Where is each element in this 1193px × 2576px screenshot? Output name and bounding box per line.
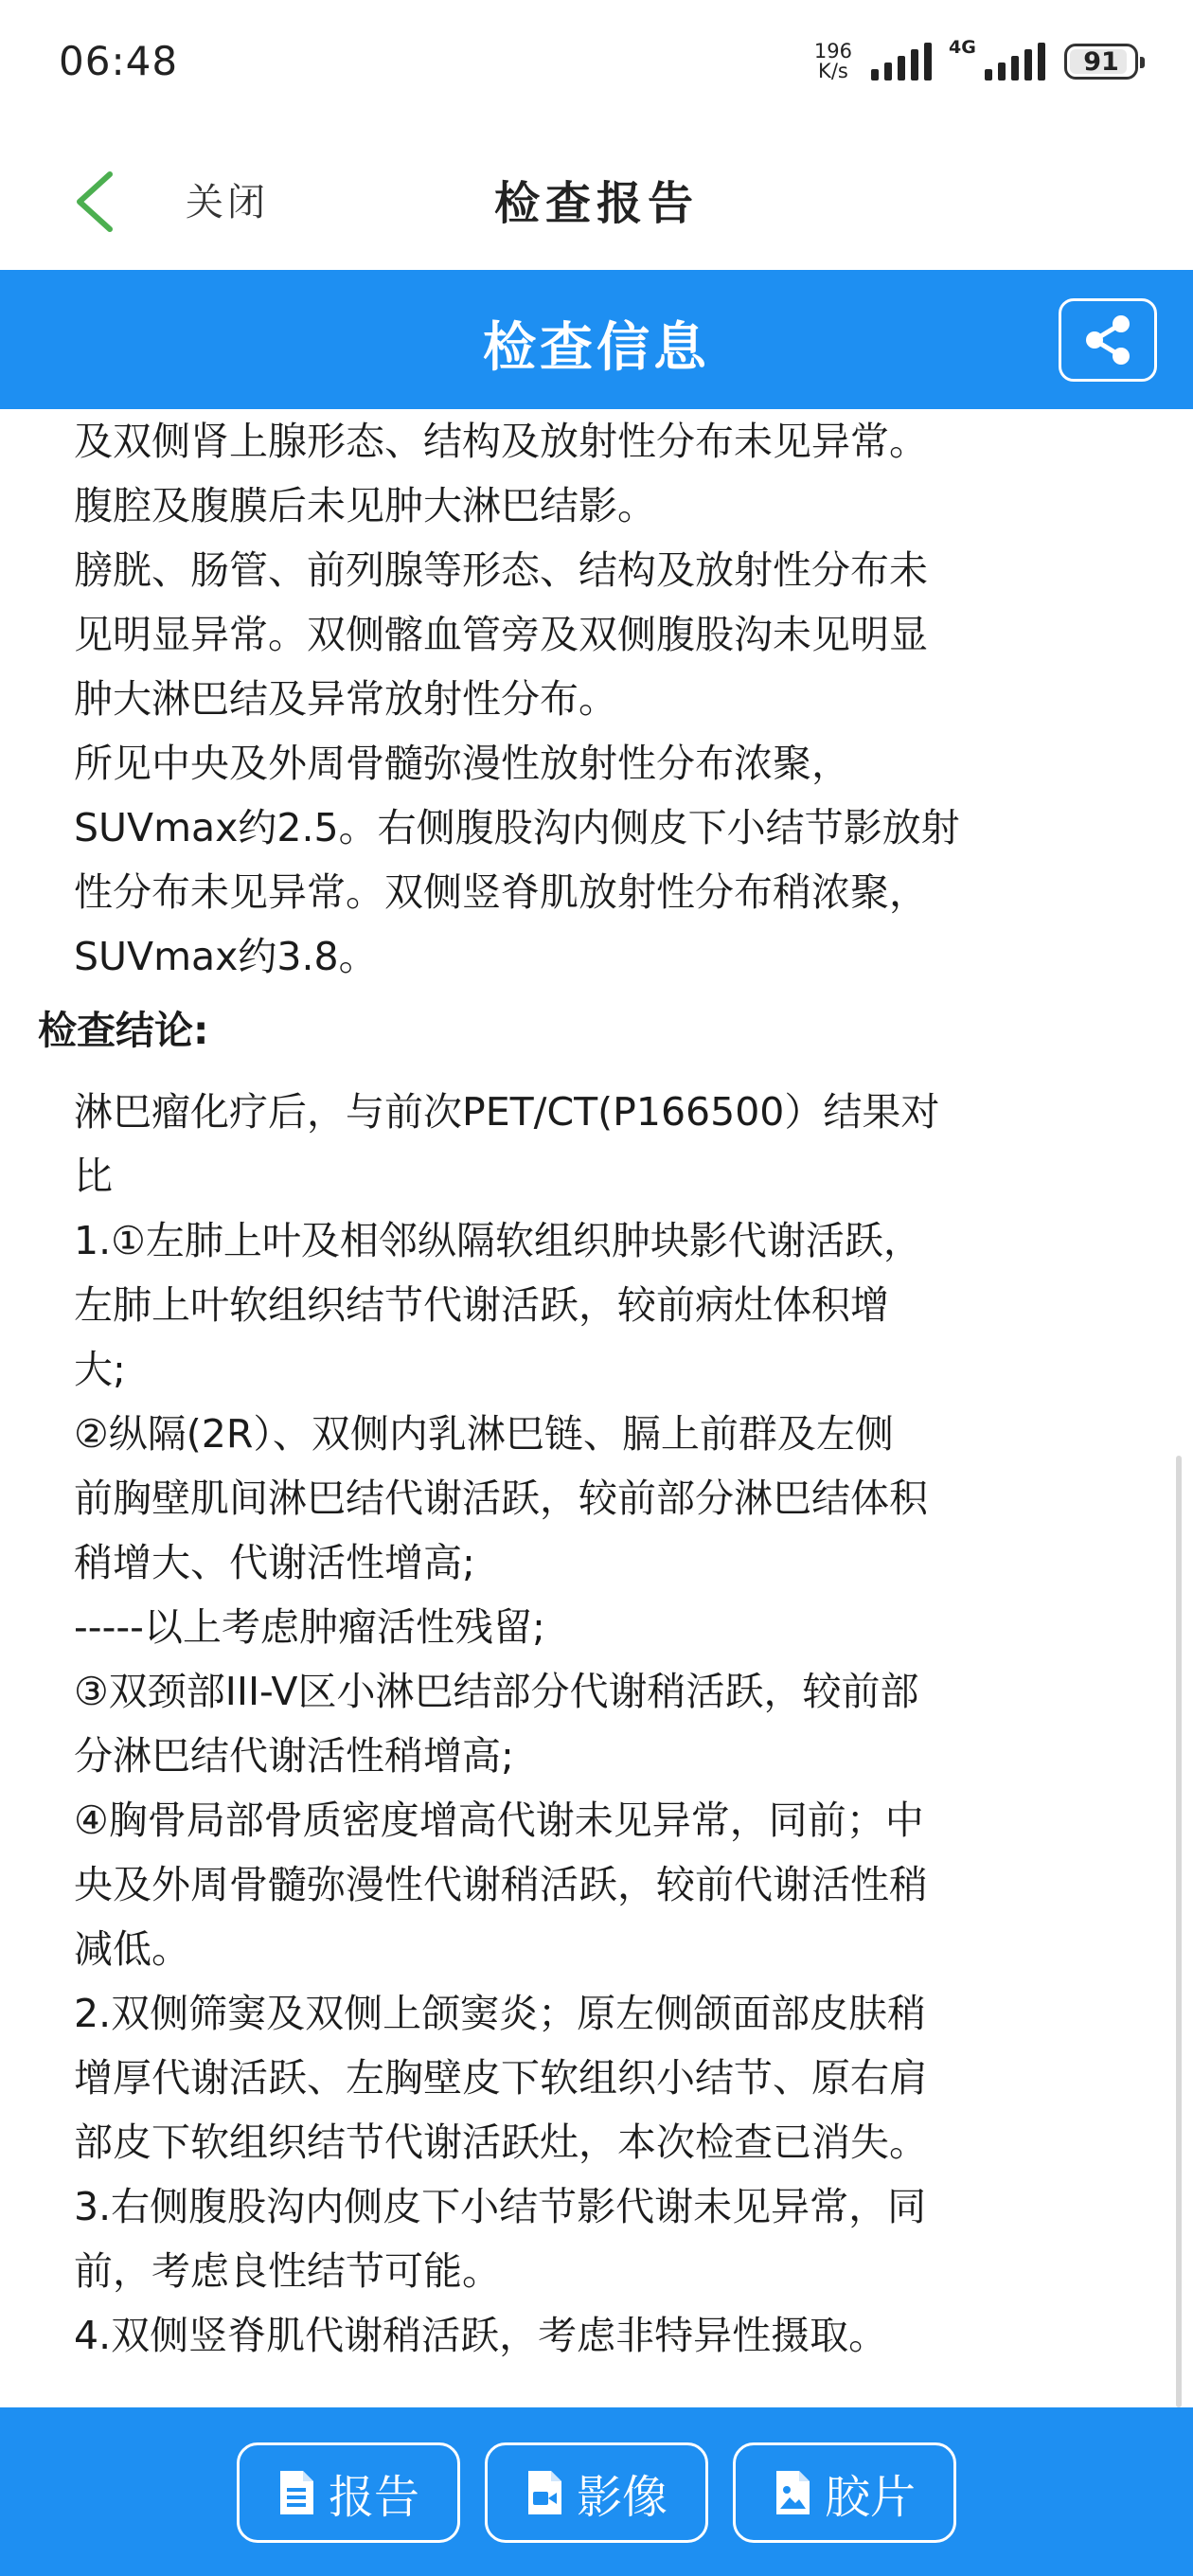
network-type-label: 4G [949,37,976,58]
findings-text: 及双侧肾上腺形态、结构及放射性分布未见异常。 腹腔及腹膜后未见肿大淋巴结影。 膀胱、肠管、前列腺等形态、结构及放射性分布未 见明显异常。双侧髂血管旁及双侧腹股沟未见明显 肿大淋巴结及异常放射性分布。 所见中央及外周骨髓弥漫性放射性分布浓聚， SUVmax约2.5。右侧腹股沟内侧皮下小结节影放射 性分布未见异常。双侧竖脊肌放射性分布稍浓聚， SUVmax约3.8。 [74,419,960,979]
share-icon [1079,312,1136,368]
conclusion-text: 淋巴瘤化疗后，与前次PET/CT(P166500）结果对 比 1.①左肺上叶及相邻纵隔软组织肿块影代谢活跃， 左肺上叶软组织结节代谢活跃，较前病灶体积增 大; ②纵隔(2R）、双侧内乳淋巴链、膈上前群及左侧 前胸壁肌间淋巴结代谢活跃，较前部分淋巴结体积 稍增大、代谢活性增高; -----以上考虑肿瘤活性残留; ③双颈部III-V区小淋巴结部分代谢稍活跃，较前部 分淋巴结代谢活性稍增高; ④胸骨局部骨质密度增高代谢未见异常，同前；中 央及外周骨髓弥漫性代谢稍活跃，较前代谢活性稍 减低。 2.双侧筛窦及双侧上颌窦炎；原左侧颌面部皮肤稍 增厚代谢活跃、左胸壁皮下软组织小结节、原右肩 部皮下软组织结节代谢活跃灶，本次检查已消失。 3.右侧腹股沟内侧皮下小结节影代谢未见异常，同 前，考虑良性结节可能。 4.双侧竖脊肌代谢稍活跃，考虑非特异性摄取。 [74,1089,940,2358]
status-indicators [814,38,1138,85]
video-file-icon [525,2469,563,2516]
network-speed-unit: K/s [818,60,848,82]
film-button-label: 胶片 [824,2470,916,2524]
status-time: 06:48 [59,38,179,84]
share-button[interactable] [1059,298,1157,382]
report-button-label: 报告 [328,2470,419,2524]
scrollbar[interactable] [1176,1456,1182,2407]
bottom-toolbar [0,2407,1193,2576]
close-button[interactable]: 关闭 [186,181,269,224]
image-button-label: 影像 [576,2470,668,2524]
signal-icon [871,43,932,80]
section-header [0,270,1193,409]
report-button[interactable] [237,2442,460,2543]
nav-bar [0,133,1193,270]
section-title: 检查信息 [483,317,710,379]
conclusion-label: 检查结论: [38,1008,209,1053]
film-button[interactable] [733,2442,956,2543]
page-title: 检查报告 [493,177,699,230]
report-content[interactable] [0,409,1193,2407]
battery-icon [1064,44,1138,80]
status-bar [0,0,1193,133]
battery-level: 91 [1083,46,1119,77]
image-file-icon [774,2469,811,2516]
network-speed-value: 196 [813,40,852,63]
image-button[interactable] [485,2442,708,2543]
signal-4g-icon [949,37,1045,80]
network-speed [814,42,852,81]
document-icon [277,2469,315,2516]
